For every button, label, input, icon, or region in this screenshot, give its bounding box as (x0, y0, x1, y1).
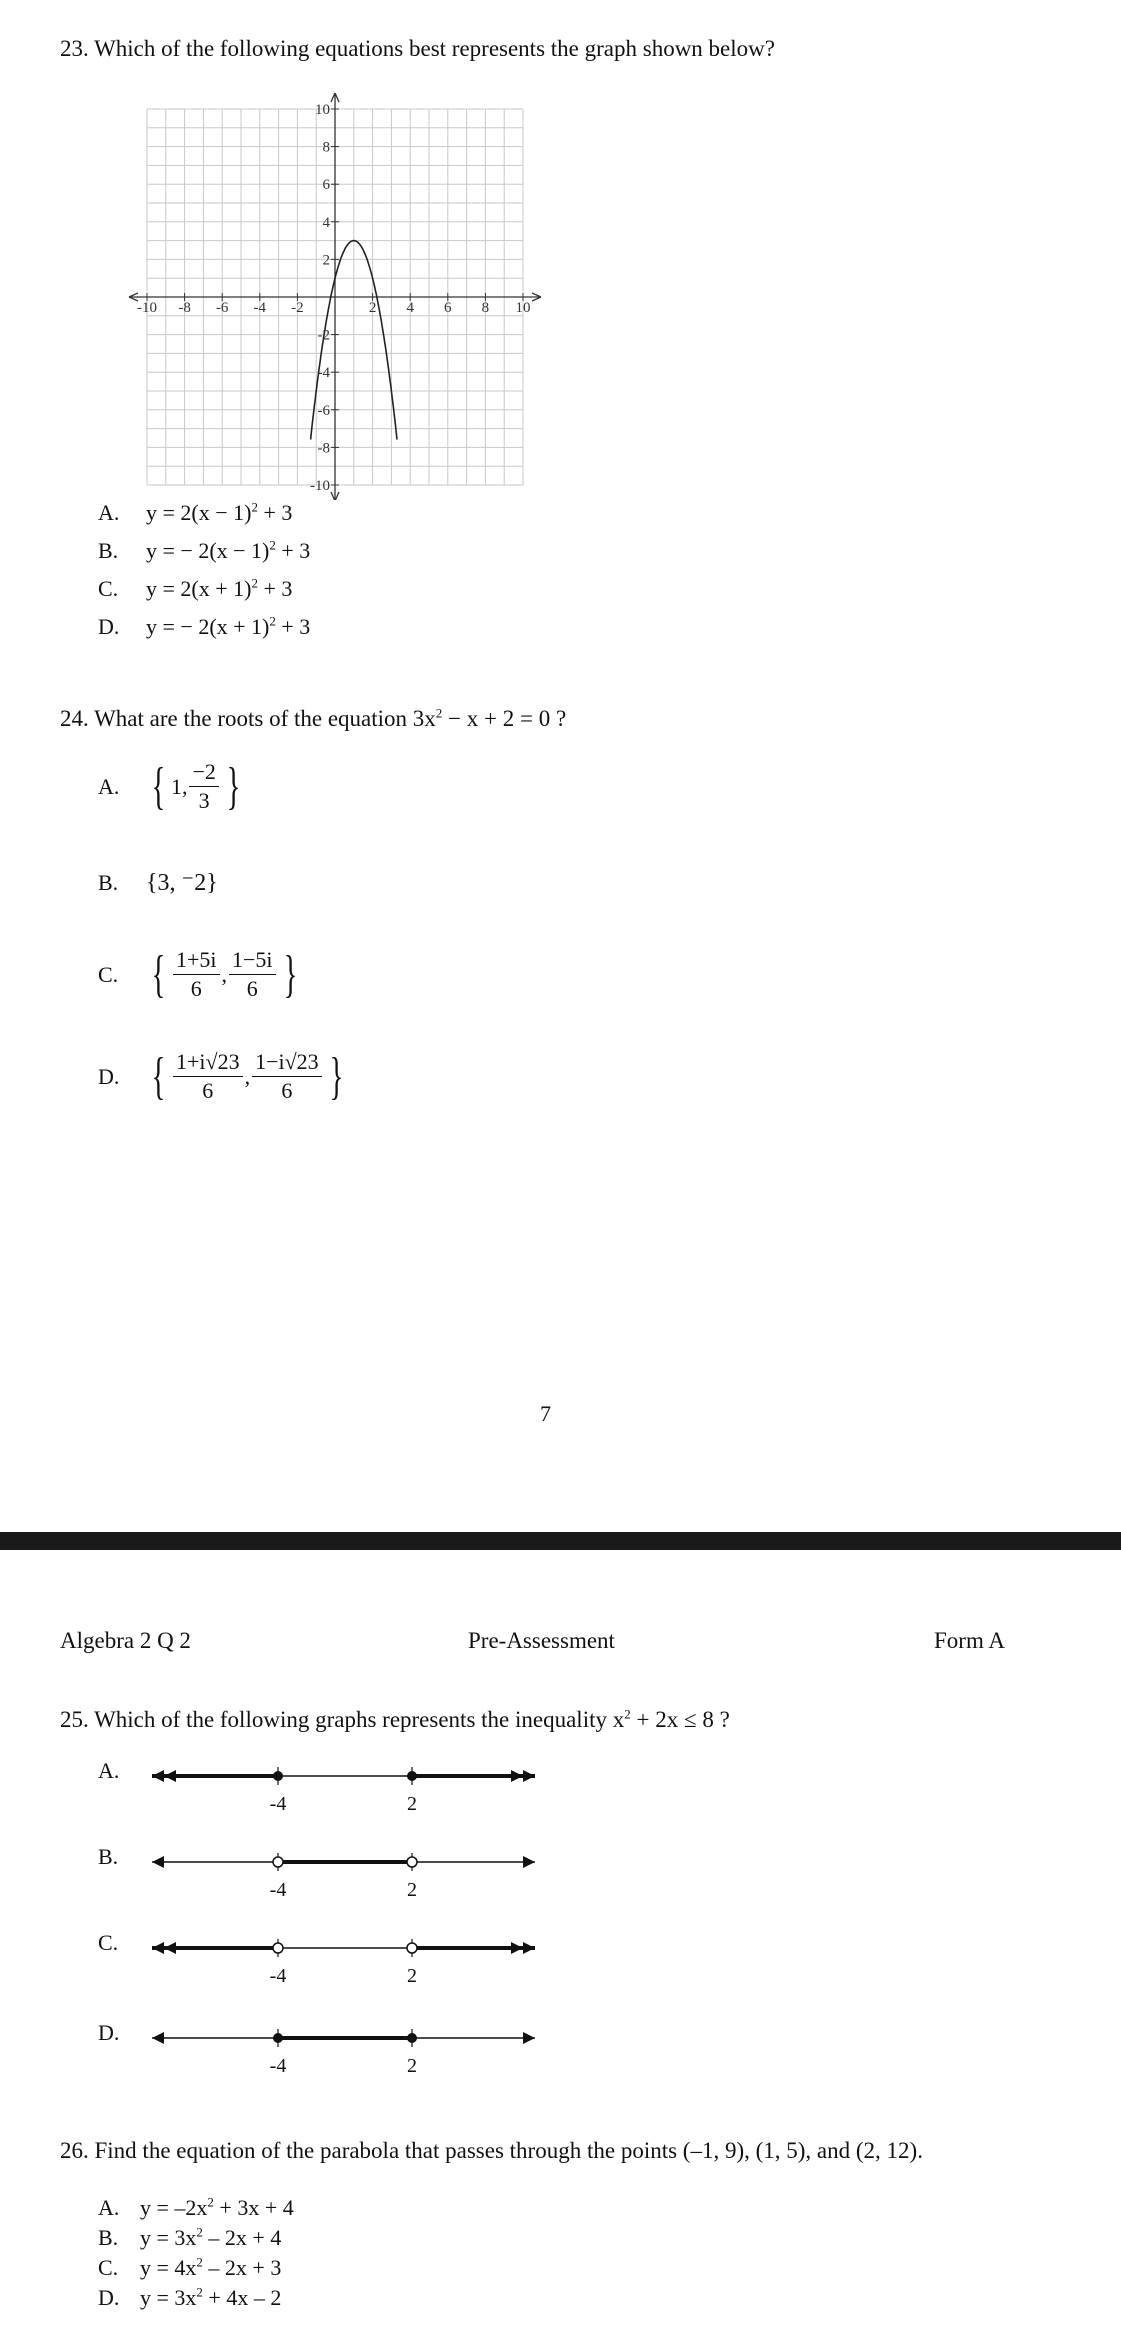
number-line[interactable] (0, 2010, 600, 2080)
q24-option[interactable] (98, 1047, 349, 1105)
fraction-denominator: 3 (198, 788, 210, 814)
arrow-right (511, 1770, 535, 1782)
option-letter: A. (98, 500, 120, 525)
q24-option[interactable] (98, 945, 303, 1003)
label-negative-four: -4 (269, 1965, 287, 1987)
question-24-equation-rest: − x + 2 = 0 ? (442, 706, 567, 731)
option-equation (146, 538, 310, 563)
set-brace: { (151, 757, 166, 815)
option-equation-rest: + 3 (275, 538, 311, 563)
option-letter: D. (98, 614, 120, 639)
number-line[interactable] (0, 1834, 600, 1904)
x-tick-label: 8 (481, 300, 490, 316)
option-equation (140, 2195, 294, 2220)
open-endpoint (273, 1943, 283, 1953)
arrow-right (523, 1856, 535, 1868)
header-form: Form A (934, 1628, 1005, 1653)
question-25-inequality (613, 1707, 730, 1732)
header-course: Algebra 2 Q 2 (60, 1628, 191, 1653)
option-equation-exponent: 2 (269, 613, 276, 629)
question-25-inequality-rest: + 2x ≤ 8 ? (630, 1707, 730, 1732)
label-two: 2 (407, 1793, 417, 1815)
set-comma: , (221, 961, 227, 987)
set-brace: } (283, 945, 297, 1003)
q25-option-letter[interactable]: B. (98, 1844, 119, 1869)
option-equation-rest: – 2x + 4 (202, 2225, 282, 2250)
q23-option[interactable] (98, 500, 292, 526)
option-equation-rest: + 4x – 2 (202, 2285, 282, 2310)
open-endpoint (407, 1857, 417, 1867)
label-negative-four: -4 (269, 1879, 287, 1901)
arrow-right (523, 2032, 535, 2044)
option-equation-exponent: 2 (196, 2224, 203, 2240)
option-letter: D. (98, 1063, 120, 1089)
label-two: 2 (407, 1965, 417, 1987)
fraction (252, 1050, 322, 1103)
fraction (173, 1050, 243, 1103)
y-tick-label: -10 (310, 478, 330, 494)
q26-option[interactable] (98, 2195, 294, 2221)
option-equation (146, 614, 310, 639)
option-letter: A. (98, 2195, 120, 2220)
option-letter: D. (98, 2285, 120, 2310)
option-equation-exponent: 2 (269, 537, 276, 553)
option-equation-rest: + 3x + 4 (213, 2195, 294, 2220)
question-25-prefix: 25. Which of the following graphs represents the inequality (60, 1707, 613, 1732)
page-number: 7 (540, 1401, 551, 1426)
option-equation-exponent: 2 (196, 2284, 203, 2300)
question-24-text (60, 706, 566, 732)
set-elements: {3, ⁻2} (146, 870, 218, 896)
set-brace: } (329, 1047, 344, 1105)
option-equation-exponent: 2 (196, 2254, 203, 2270)
x-tick-label: -6 (215, 300, 229, 316)
option-equation (146, 576, 292, 601)
fraction (173, 948, 220, 1001)
fraction-numerator: 1−i√23 (252, 1050, 322, 1077)
question-23-text: 23. Which of the following equations best represents the graph shown below? (60, 36, 775, 61)
page-divider (0, 1532, 1121, 1550)
option-equation-base: y = 2(x − 1) (146, 500, 252, 525)
fraction (229, 948, 276, 1001)
fraction (189, 760, 218, 813)
x-tick-label: -4 (253, 300, 267, 316)
y-tick-label: 8 (322, 139, 330, 156)
closed-endpoint (273, 2033, 283, 2043)
q26-option[interactable] (98, 2255, 281, 2281)
option-equation-base: y = 3x (140, 2285, 197, 2310)
number-line[interactable] (0, 1748, 600, 1818)
option-equation-base: y = 2(x + 1) (146, 576, 252, 601)
option-letter: C. (98, 961, 119, 987)
y-tick-label: -4 (317, 365, 330, 382)
fraction-denominator: 6 (190, 976, 202, 1002)
q23-option[interactable] (98, 614, 310, 640)
q25-option-letter[interactable]: A. (98, 1758, 120, 1783)
open-endpoint (407, 1943, 417, 1953)
option-equation-rest: + 3 (275, 614, 311, 639)
q26-option[interactable] (98, 2285, 281, 2311)
option-letter: B. (98, 2225, 119, 2250)
fraction-denominator: 6 (246, 976, 258, 1002)
question-24-equation (413, 706, 566, 731)
set-brace: { (151, 945, 166, 1003)
y-tick-label: -8 (317, 440, 330, 457)
x-tick-label: 10 (515, 300, 531, 316)
arrow-left (152, 1856, 164, 1868)
fraction-denominator: 6 (281, 1078, 293, 1104)
parabola-graph (120, 70, 560, 500)
y-tick-label: 4 (322, 214, 330, 231)
question-25-inequality-base: x (612, 1707, 625, 1732)
x-tick-label: -10 (137, 300, 157, 316)
closed-endpoint (407, 1771, 417, 1781)
closed-endpoint (407, 2033, 417, 2043)
question-24-prefix: 24. What are the roots of the equation (60, 706, 413, 731)
option-set (146, 868, 218, 897)
option-equation-base: y = 3x (140, 2225, 197, 2250)
label-negative-four: -4 (269, 2055, 287, 2077)
fraction-numerator: 1+5i (173, 948, 220, 975)
option-equation-exponent: 2 (251, 499, 258, 515)
option-equation-base: y = –2x (140, 2195, 208, 2220)
option-equation-exponent: 2 (251, 575, 258, 591)
option-equation-base: y = 4x (140, 2255, 197, 2280)
option-equation (140, 2285, 281, 2310)
x-tick-label: -8 (178, 300, 191, 316)
option-equation-base: y = − 2(x + 1) (146, 614, 270, 639)
option-equation (140, 2255, 281, 2280)
open-endpoint (273, 1857, 283, 1867)
q25-option-letter[interactable]: D. (98, 2020, 120, 2045)
x-tick-label: -2 (291, 300, 304, 316)
set-comma: , (244, 1063, 251, 1089)
question-24-equation-exponent: 2 (435, 705, 443, 721)
option-letter: A. (98, 773, 120, 799)
option-letter: B. (98, 869, 119, 895)
option-equation-rest: + 3 (257, 576, 293, 601)
header-title: Pre-Assessment (468, 1628, 615, 1653)
set-brace: } (226, 757, 241, 815)
fraction-numerator: 1+i√23 (173, 1050, 243, 1077)
x-tick-label: 2 (368, 300, 377, 316)
option-equation-rest: – 2x + 3 (202, 2255, 282, 2280)
option-letter: C. (98, 2255, 119, 2280)
label-two: 2 (407, 1879, 417, 1901)
fraction-numerator: 1−5i (229, 948, 276, 975)
option-set (146, 945, 303, 1003)
question-26-text: 26. Find the equation of the parabola that passes through the points (–1, 9), (1, 5), and (2, 12). (60, 2138, 923, 2163)
option-letter: B. (98, 538, 119, 563)
y-tick-label: -6 (317, 402, 330, 419)
q24-option[interactable] (98, 757, 246, 815)
x-tick-label: 4 (406, 300, 414, 316)
option-set (146, 757, 246, 815)
option-equation-rest: + 3 (257, 500, 293, 525)
option-equation (140, 2225, 281, 2250)
option-set (146, 1047, 349, 1105)
arrow-left (152, 1770, 176, 1782)
q26-option[interactable] (98, 2225, 281, 2251)
q23-option[interactable] (98, 576, 292, 602)
y-tick-label: 2 (322, 252, 330, 269)
fraction-numerator: −2 (189, 760, 218, 787)
label-two: 2 (407, 2055, 417, 2077)
set-brace: { (151, 1047, 166, 1105)
label-negative-four: -4 (269, 1793, 287, 1815)
arrow-right (511, 1942, 535, 1954)
y-tick-label: -2 (317, 327, 330, 344)
set-first-element: 1, (170, 773, 188, 799)
y-tick-label: 10 (315, 102, 330, 118)
arrow-left (152, 1942, 176, 1954)
q24-option[interactable] (98, 868, 218, 897)
question-24-equation-base: 3x (412, 706, 436, 731)
q23-option[interactable] (98, 538, 310, 564)
option-equation (146, 500, 292, 525)
q25-option-letter[interactable]: C. (98, 1930, 119, 1955)
arrow-left (152, 2032, 164, 2044)
option-letter: C. (98, 576, 119, 601)
number-line[interactable] (0, 1920, 600, 1990)
question-25-text (60, 1707, 730, 1733)
option-equation-exponent: 2 (207, 2194, 214, 2210)
y-tick-label: 6 (322, 177, 330, 194)
fraction-denominator: 6 (202, 1078, 214, 1104)
option-equation-base: y = − 2(x − 1) (146, 538, 270, 563)
question-25-inequality-exponent: 2 (624, 1706, 631, 1722)
x-tick-label: 6 (444, 300, 452, 316)
closed-endpoint (273, 1771, 283, 1781)
